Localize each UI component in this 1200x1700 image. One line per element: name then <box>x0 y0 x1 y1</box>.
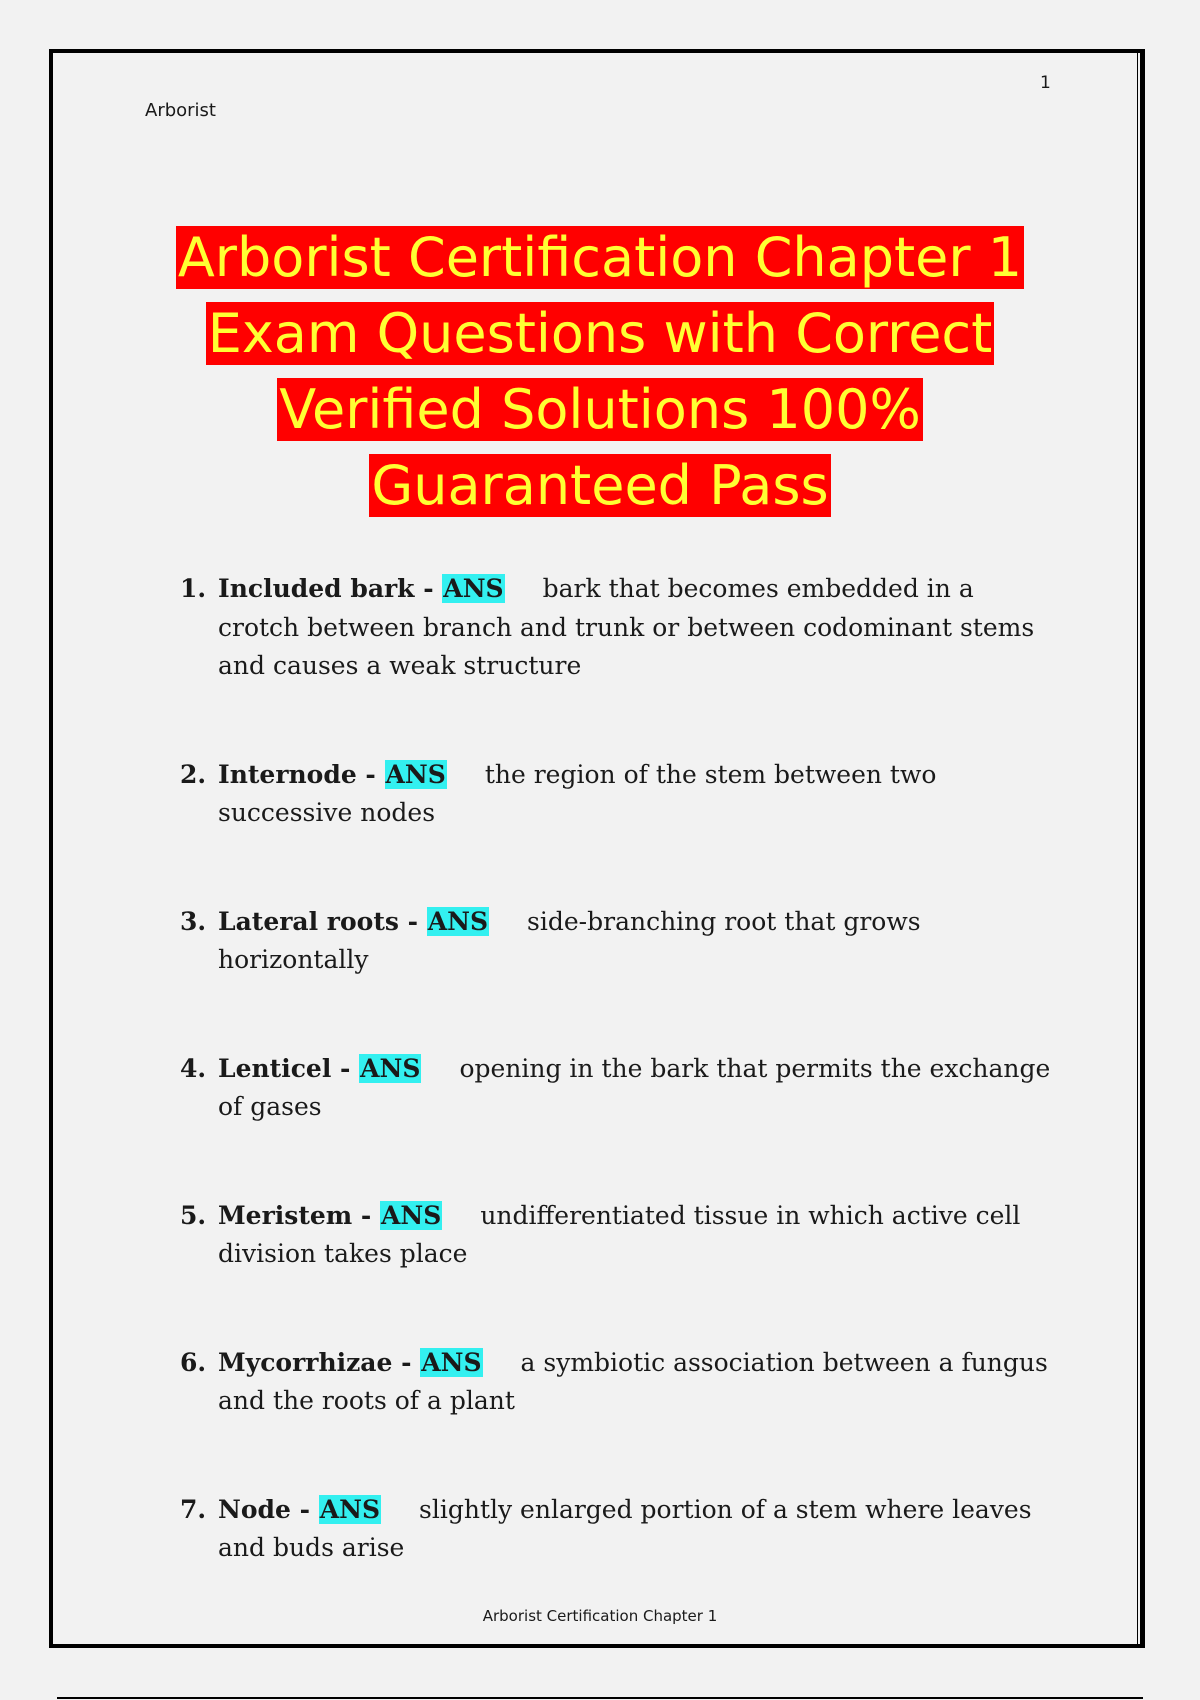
footer-text: Arborist Certification Chapter 1 <box>482 1607 718 1625</box>
term: Lenticel - <box>218 1053 360 1083</box>
divider <box>57 1697 1143 1699</box>
list-item <box>180 1197 1060 1274</box>
item-number: 2. <box>180 759 207 789</box>
term: Internode - <box>218 759 385 789</box>
title-line-text: Verified Solutions 100% <box>279 378 921 441</box>
list-item <box>180 903 1060 980</box>
ans-label: ANS <box>427 906 489 936</box>
document-title <box>100 220 1100 524</box>
item-number: 1. <box>180 574 207 603</box>
title-line-text: Exam Questions with Correct <box>207 302 993 365</box>
item-number: 7. <box>180 1494 207 1524</box>
page-number: 1 <box>1040 73 1051 93</box>
list-item <box>180 1344 1060 1421</box>
definition: a symbiotic association between a fungus and the roots of a plant <box>218 1347 1048 1415</box>
title-line-text: Arborist Certification Chapter 1 <box>177 226 1023 289</box>
item-number: 4. <box>180 1053 207 1083</box>
item-number: 6. <box>180 1347 207 1377</box>
ans-label: ANS <box>360 1053 421 1083</box>
term: Mycorrhizae - <box>218 1347 421 1377</box>
ans-label: ANS <box>319 1494 381 1524</box>
list-item <box>180 756 1060 833</box>
title-line-text: Guaranteed Pass <box>371 454 829 517</box>
term: Meristem - <box>218 1200 381 1230</box>
title-line <box>100 372 1100 448</box>
definition: side-branching root that grows horizontally <box>218 906 921 974</box>
definition: bark that becomes embedded in a crotch between branch and trunk or between codominant stems and causes a weak structure <box>218 574 1035 680</box>
list-item <box>180 1050 1060 1127</box>
definition: undifferentiated tissue in which active cell division takes place <box>218 1200 1021 1268</box>
ans-label: ANS <box>381 1200 442 1230</box>
definition: slightly enlarged portion of a stem where leaves and buds arise <box>218 1494 1032 1562</box>
term: Node - <box>218 1494 319 1524</box>
ans-label: ANS <box>443 574 504 603</box>
list-item <box>180 570 1060 686</box>
title-line <box>100 220 1100 296</box>
term: Included bark - <box>218 574 443 603</box>
definition: opening in the bark that permits the exchange of gases <box>218 1053 1051 1121</box>
title-line <box>100 448 1100 524</box>
term: Lateral roots - <box>218 906 427 936</box>
title-line <box>100 296 1100 372</box>
ans-label: ANS <box>385 759 446 789</box>
ans-label: ANS <box>421 1347 482 1377</box>
definition: the region of the stem between two successive nodes <box>218 759 937 827</box>
question-list <box>180 570 1060 1638</box>
header-text: Arborist <box>145 100 216 121</box>
list-item <box>180 1491 1060 1568</box>
item-number: 5. <box>180 1200 207 1230</box>
item-number: 3. <box>180 906 207 936</box>
